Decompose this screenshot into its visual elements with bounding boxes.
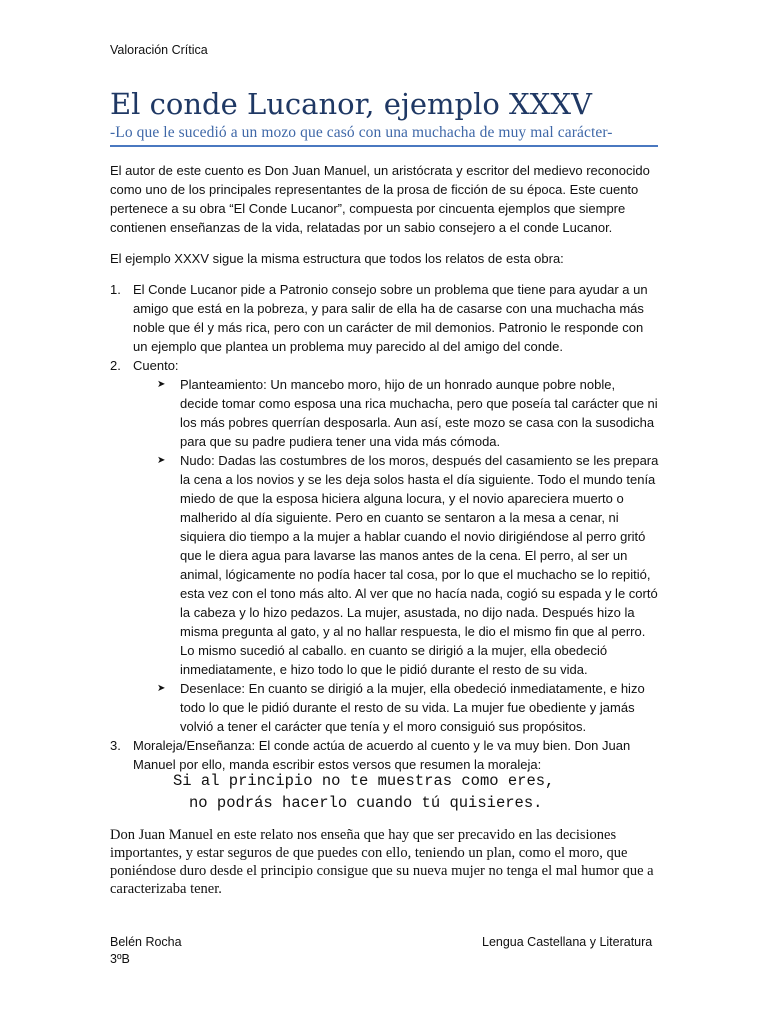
bullet-line: Nudo: Dadas las costumbres de los moros, después del casamiento se les prepara <box>180 453 659 468</box>
list-item-line: Manuel por ello, manda escribir estos versos que resumen la moraleja: <box>133 757 542 772</box>
intro-line: pertenece a su obra “El Conde Lucanor”, compuesta por cincuenta ejemplos que siempre <box>110 201 626 216</box>
bullet-line: todo lo que le pidió durante el resto de su vida. La mujer fue obediente y jamás <box>180 700 635 715</box>
document-title: El conde Lucanor, ejemplo XXXV <box>110 87 592 121</box>
arrow-bullet-icon: ➤ <box>157 683 166 694</box>
bullet-line: misma pregunta al gato, y al no hallar respuesta, le dio el mismo fin que al perro. <box>180 624 646 639</box>
document-subtitle: -Lo que le sucedió a un mozo que casó con una muchacha de muy mal carácter- <box>110 124 613 141</box>
list-number: 1. <box>110 282 121 297</box>
bullet-line: siquiera dio tiempo a la mujer a hablar cuando el novio dirigiéndose al perro gritó <box>180 529 646 544</box>
title-underline <box>110 145 658 147</box>
list-item-line: noble que él y más rica, pero con un carácter de mil demonios. Patronio le responde con <box>133 320 644 335</box>
arrow-bullet-icon: ➤ <box>157 379 166 390</box>
intro-line: El autor de este cuento es Don Juan Manuel, un aristócrata y escritor del medievo reconocido <box>110 163 650 178</box>
list-number: 3. <box>110 738 121 753</box>
bullet-line: Planteamiento: Un mancebo moro, hijo de un honrado aunque pobre noble, <box>180 377 616 392</box>
bullet-line: la cena a los novios y se les deja solos hasta el día siguiente. Todo el mundo tenía <box>180 472 656 487</box>
bullet-line: Lo mismo sucedió al caballo. en cuanto se dirigió a la mujer, ella obedeció <box>180 643 608 658</box>
structure-line: El ejemplo XXXV sigue la misma estructura que todos los relatos de esta obra: <box>110 251 564 266</box>
bullet-line: volvió a tener el carácter que tenía y el moro consiguió sus propósitos. <box>180 719 587 734</box>
bullet-line: Desenlace: En cuanto se dirigió a la mujer, ella obedeció inmediatamente, e hizo <box>180 681 645 696</box>
conclusion-line: Don Juan Manuel en este relato nos enseña que hay que ser precavido en las decisiones <box>110 827 617 843</box>
bullet-line: decide tomar como esposa una rica muchacha, pero que poseía tal carácter que ni <box>180 396 658 411</box>
bullet-line: esta vez con el tono más alto. Al ver que no hacía nada, cogió su espada y le cortó <box>180 586 658 601</box>
bullet-line: la cabeza y lo hizo pedazos. La mujer, asustada, no dijo nada. Después hizo la <box>180 605 635 620</box>
footer-author: Belén Rocha <box>110 935 182 949</box>
moral-verse: no podrás hacerlo cuando tú quisieres. <box>189 794 543 812</box>
list-item-line: Moraleja/Enseñanza: El conde actúa de acuerdo al cuento y le va muy bien. Don Juan <box>133 738 631 753</box>
arrow-bullet-icon: ➤ <box>157 455 166 466</box>
list-item-line: El Conde Lucanor pide a Patronio consejo sobre un problema que tiene para ayudar a un <box>133 282 648 297</box>
bullet-line: inmediatamente, e hizo todo lo que le pidió durante el resto de su vida. <box>180 662 588 677</box>
bullet-line: para que su padre pudiera tener una vida más cómoda. <box>180 434 501 449</box>
list-item-line: un ejemplo que plantea un problema muy parecido al del amigo del conde. <box>133 339 564 354</box>
footer-course: 3ºB <box>110 952 130 966</box>
intro-line: contienen enseñanzas de la vida, relatadas por un sabio consejero a el conde Lucanor. <box>110 220 613 235</box>
header-label: Valoración Crítica <box>110 43 208 57</box>
conclusion-line: poniéndose duro desde el principio consigue que su nueva mujer no tenga el mal humor que a <box>110 863 654 879</box>
bullet-line: los más pobres querrían desposarla. Aun así, este mozo se casa con la susodicha <box>180 415 655 430</box>
bullet-line: animal, lógicamente no podía hacer tal cosa, por lo que el muchacho se lo repitió, <box>180 567 651 582</box>
footer-subject: Lengua Castellana y Literatura <box>482 935 653 949</box>
intro-line: como uno de los principales representantes de la prosa de ficción de su época. Este cuento <box>110 182 639 197</box>
list-item-line: amigo que está en la pobreza, y para salir de ella ha de casarse con una muchacha más <box>133 301 644 316</box>
moral-verse: Si al principio no te muestras como eres, <box>173 772 555 790</box>
conclusion-line: caracterizaba tener. <box>110 881 222 897</box>
conclusion-line: importantes, y estar seguros de que puedes con ello, teniendo un plan, como el moro, que <box>110 845 628 861</box>
bullet-line: que le diera agua para lavarse las manos antes de la cena. El perro, al ser un <box>180 548 628 563</box>
bullet-line: malherido al día siguiente. Pero en cuanto se sentaron a la mesa a cenar, ni <box>180 510 619 525</box>
bullet-line: miedo de que la esposa hiciera alguna locura, y el novio apareciera muerto o <box>180 491 624 506</box>
list-number: 2. <box>110 358 121 373</box>
list-item-line: Cuento: <box>133 358 179 373</box>
